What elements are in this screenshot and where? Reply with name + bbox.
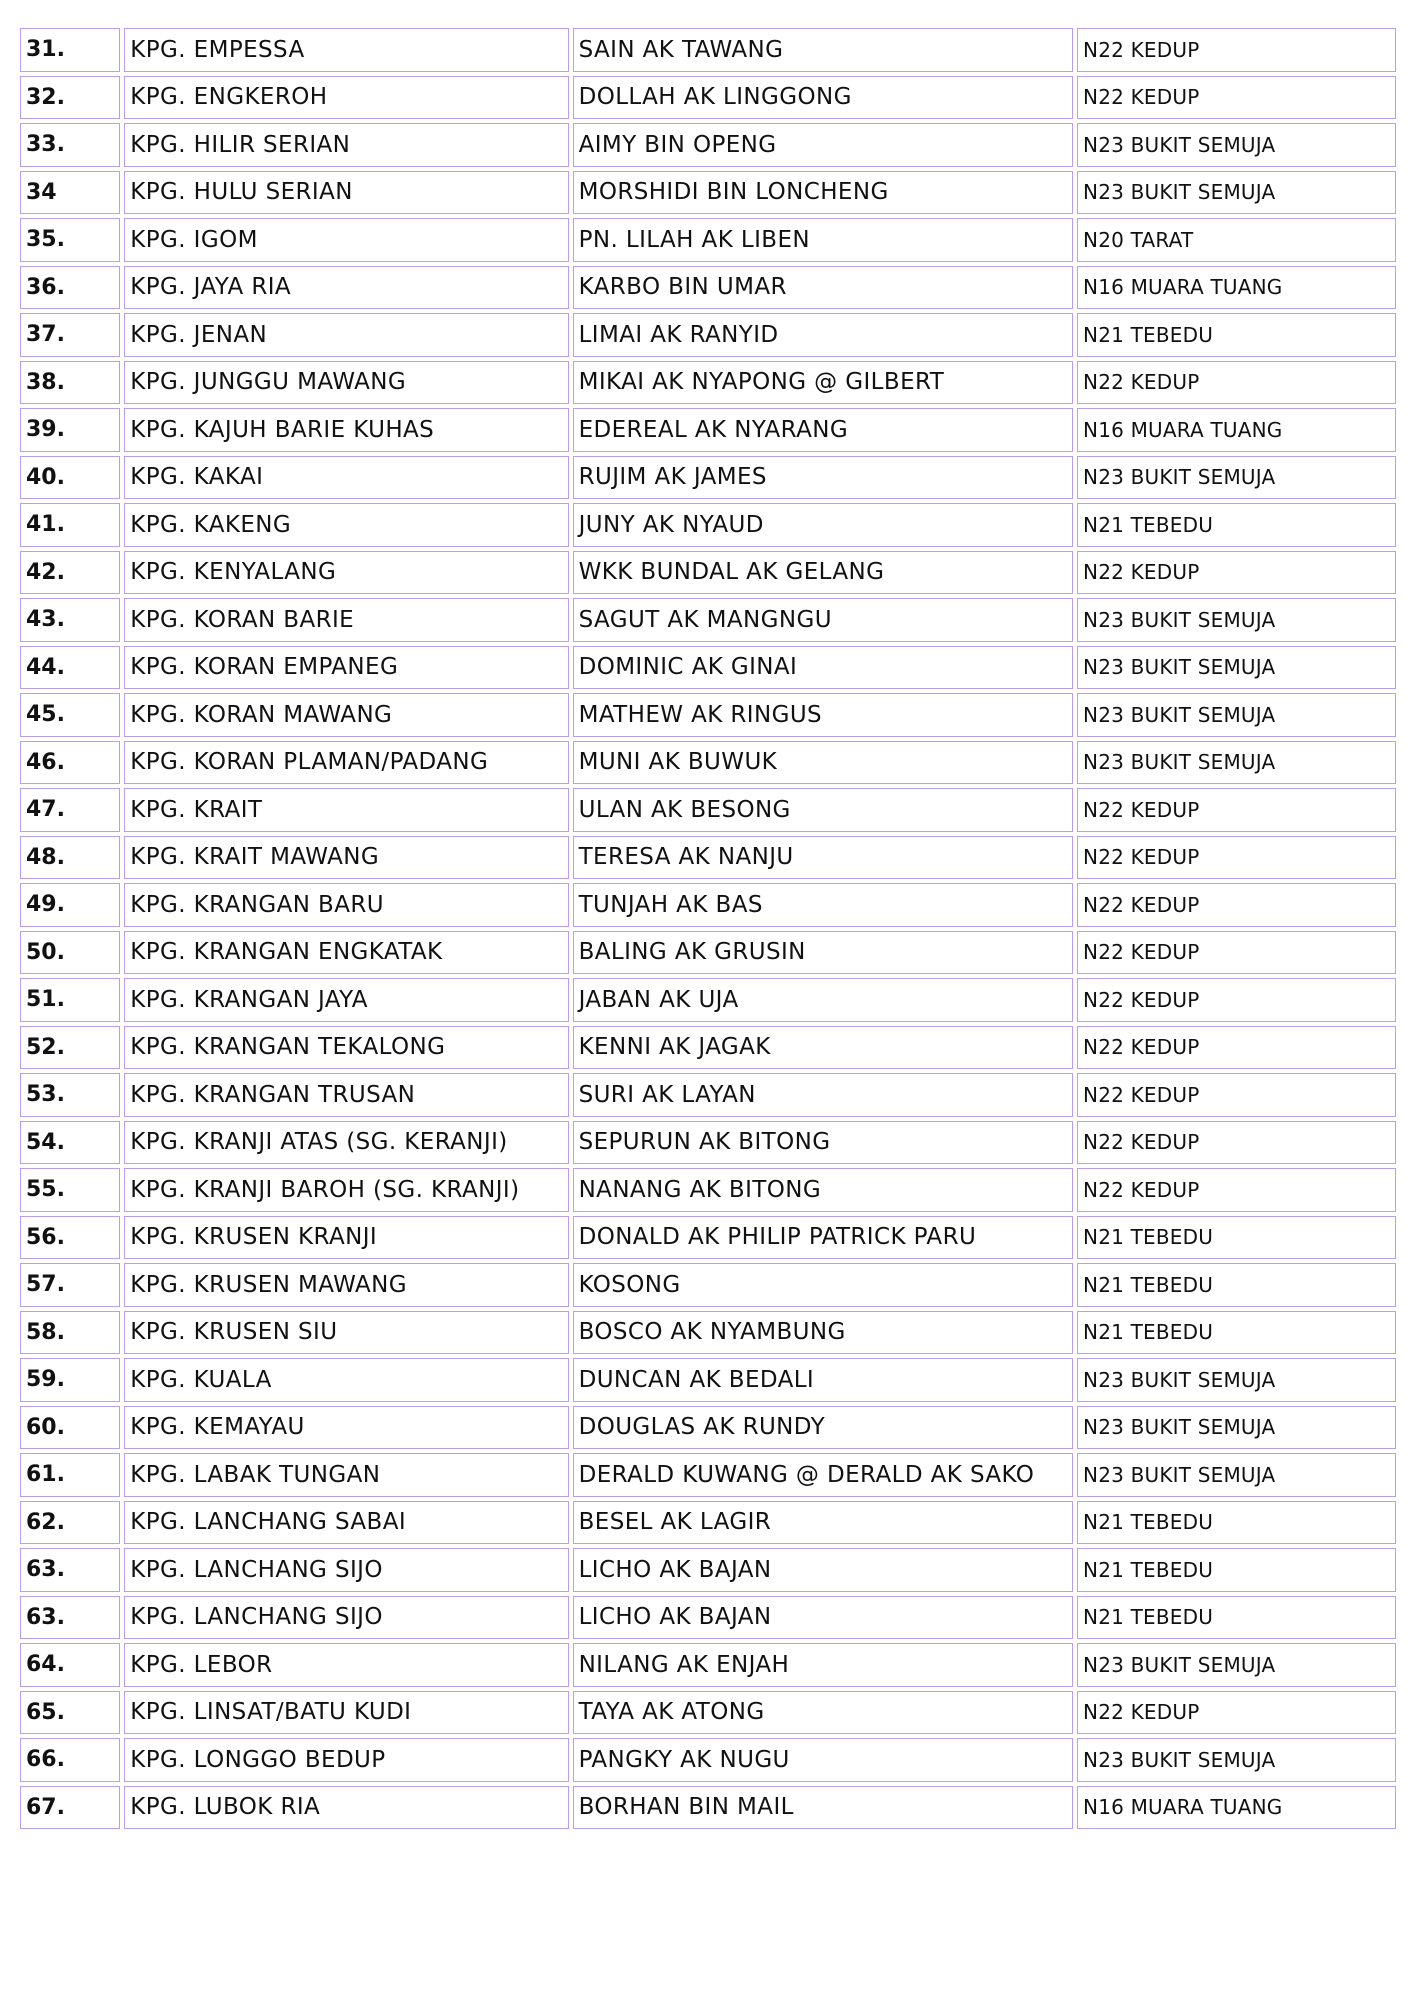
headman-name: WKK BUNDAL AK GELANG <box>573 551 1073 595</box>
row-number: 60. <box>20 1406 120 1450</box>
headman-name: PN. LILAH AK LIBEN <box>573 218 1073 262</box>
table-row <box>20 503 1396 547</box>
village-name: KPG. JENAN <box>124 313 568 357</box>
headman-name: DERALD KUWANG @ DERALD AK SAKO <box>573 1453 1073 1497</box>
row-number: 54. <box>20 1121 120 1165</box>
constituency: N23 BUKIT SEMUJA <box>1077 741 1396 785</box>
constituency: N22 KEDUP <box>1077 1026 1396 1070</box>
headman-name: BESEL AK LAGIR <box>573 1501 1073 1545</box>
headman-name: EDEREAL AK NYARANG <box>573 408 1073 452</box>
table-row <box>20 123 1396 167</box>
row-number: 61. <box>20 1453 120 1497</box>
headman-name: DOLLAH AK LINGGONG <box>573 76 1073 120</box>
row-number: 58. <box>20 1311 120 1355</box>
village-table-body <box>20 28 1396 1829</box>
headman-name: BALING AK GRUSIN <box>573 931 1073 975</box>
constituency: N21 TEBEDU <box>1077 1596 1396 1640</box>
table-row <box>20 1216 1396 1260</box>
constituency: N22 KEDUP <box>1077 361 1396 405</box>
row-number: 65. <box>20 1691 120 1735</box>
village-name: KPG. KRANJI ATAS (SG. KERANJI) <box>124 1121 568 1165</box>
table-row <box>20 1073 1396 1117</box>
headman-name: MIKAI AK NYAPONG @ GILBERT <box>573 361 1073 405</box>
constituency: N22 KEDUP <box>1077 76 1396 120</box>
constituency: N22 KEDUP <box>1077 1073 1396 1117</box>
village-name: KPG. KRUSEN MAWANG <box>124 1263 568 1307</box>
constituency: N22 KEDUP <box>1077 551 1396 595</box>
village-name: KPG. LEBOR <box>124 1643 568 1687</box>
table-row <box>20 1501 1396 1545</box>
headman-name: PANGKY AK NUGU <box>573 1738 1073 1782</box>
village-name: KPG. KRANGAN ENGKATAK <box>124 931 568 975</box>
row-number: 56. <box>20 1216 120 1260</box>
constituency: N22 KEDUP <box>1077 836 1396 880</box>
constituency: N23 BUKIT SEMUJA <box>1077 456 1396 500</box>
village-name: KPG. HILIR SERIAN <box>124 123 568 167</box>
table-row <box>20 1026 1396 1070</box>
table-row <box>20 693 1396 737</box>
table-row <box>20 836 1396 880</box>
table-row <box>20 741 1396 785</box>
constituency: N23 BUKIT SEMUJA <box>1077 646 1396 690</box>
village-name: KPG. LANCHANG SIJO <box>124 1596 568 1640</box>
headman-name: TUNJAH AK BAS <box>573 883 1073 927</box>
constituency: N22 KEDUP <box>1077 1121 1396 1165</box>
village-name: KPG. KORAN MAWANG <box>124 693 568 737</box>
table-row <box>20 266 1396 310</box>
village-table <box>16 24 1400 1833</box>
headman-name: TAYA AK ATONG <box>573 1691 1073 1735</box>
village-name: KPG. KRANGAN BARU <box>124 883 568 927</box>
headman-name: KARBO BIN UMAR <box>573 266 1073 310</box>
constituency: N21 TEBEDU <box>1077 1501 1396 1545</box>
headman-name: TERESA AK NANJU <box>573 836 1073 880</box>
village-name: KPG. KORAN PLAMAN/PADANG <box>124 741 568 785</box>
row-number: 47. <box>20 788 120 832</box>
row-number: 46. <box>20 741 120 785</box>
table-row <box>20 1406 1396 1450</box>
table-row <box>20 1738 1396 1782</box>
row-number: 57. <box>20 1263 120 1307</box>
row-number: 38. <box>20 361 120 405</box>
table-row <box>20 551 1396 595</box>
table-row <box>20 1548 1396 1592</box>
table-row <box>20 1121 1396 1165</box>
row-number: 45. <box>20 693 120 737</box>
row-number: 52. <box>20 1026 120 1070</box>
village-name: KPG. LUBOK RIA <box>124 1786 568 1830</box>
row-number: 43. <box>20 598 120 642</box>
constituency: N23 BUKIT SEMUJA <box>1077 693 1396 737</box>
table-row <box>20 1311 1396 1355</box>
village-name: KPG. KORAN EMPANEG <box>124 646 568 690</box>
village-name: KPG. ENGKEROH <box>124 76 568 120</box>
village-name: KPG. LANCHANG SABAI <box>124 1501 568 1545</box>
headman-name: BORHAN BIN MAIL <box>573 1786 1073 1830</box>
constituency: N16 MUARA TUANG <box>1077 1786 1396 1830</box>
headman-name: MATHEW AK RINGUS <box>573 693 1073 737</box>
row-number: 42. <box>20 551 120 595</box>
constituency: N23 BUKIT SEMUJA <box>1077 1358 1396 1402</box>
constituency: N23 BUKIT SEMUJA <box>1077 598 1396 642</box>
constituency: N22 KEDUP <box>1077 788 1396 832</box>
village-name: KPG. KRAIT MAWANG <box>124 836 568 880</box>
village-name: KPG. KENYALANG <box>124 551 568 595</box>
village-name: KPG. HULU SERIAN <box>124 171 568 215</box>
headman-name: SEPURUN AK BITONG <box>573 1121 1073 1165</box>
village-name: KPG. LONGGO BEDUP <box>124 1738 568 1782</box>
table-row <box>20 218 1396 262</box>
row-number: 40. <box>20 456 120 500</box>
constituency: N16 MUARA TUANG <box>1077 266 1396 310</box>
table-row <box>20 1691 1396 1735</box>
headman-name: ULAN AK BESONG <box>573 788 1073 832</box>
constituency: N20 TARAT <box>1077 218 1396 262</box>
constituency: N21 TEBEDU <box>1077 1311 1396 1355</box>
row-number: 51. <box>20 978 120 1022</box>
row-number: 31. <box>20 28 120 72</box>
village-name: KPG. KRANGAN JAYA <box>124 978 568 1022</box>
row-number: 53. <box>20 1073 120 1117</box>
village-name: KPG. KAKAI <box>124 456 568 500</box>
table-row <box>20 1168 1396 1212</box>
village-name: KPG. KAJUH BARIE KUHAS <box>124 408 568 452</box>
row-number: 50. <box>20 931 120 975</box>
headman-name: RUJIM AK JAMES <box>573 456 1073 500</box>
headman-name: LIMAI AK RANYID <box>573 313 1073 357</box>
row-number: 66. <box>20 1738 120 1782</box>
constituency: N22 KEDUP <box>1077 931 1396 975</box>
constituency: N21 TEBEDU <box>1077 1216 1396 1260</box>
headman-name: DOMINIC AK GINAI <box>573 646 1073 690</box>
table-row <box>20 1596 1396 1640</box>
headman-name: LICHO AK BAJAN <box>573 1596 1073 1640</box>
table-row <box>20 408 1396 452</box>
row-number: 49. <box>20 883 120 927</box>
row-number: 35. <box>20 218 120 262</box>
table-row <box>20 171 1396 215</box>
headman-name: DONALD AK PHILIP PATRICK PARU <box>573 1216 1073 1260</box>
village-name: KPG. KRAIT <box>124 788 568 832</box>
table-row <box>20 646 1396 690</box>
headman-name: MORSHIDI BIN LONCHENG <box>573 171 1073 215</box>
constituency: N23 BUKIT SEMUJA <box>1077 1738 1396 1782</box>
constituency: N21 TEBEDU <box>1077 503 1396 547</box>
constituency: N21 TEBEDU <box>1077 313 1396 357</box>
table-row <box>20 1358 1396 1402</box>
village-name: KPG. JUNGGU MAWANG <box>124 361 568 405</box>
headman-name: BOSCO AK NYAMBUNG <box>573 1311 1073 1355</box>
row-number: 33. <box>20 123 120 167</box>
constituency: N22 KEDUP <box>1077 978 1396 1022</box>
table-row <box>20 1453 1396 1497</box>
village-name: KPG. KRANGAN TRUSAN <box>124 1073 568 1117</box>
headman-name: JUNY AK NYAUD <box>573 503 1073 547</box>
row-number: 55. <box>20 1168 120 1212</box>
table-row <box>20 361 1396 405</box>
row-number: 67. <box>20 1786 120 1830</box>
constituency: N21 TEBEDU <box>1077 1548 1396 1592</box>
village-name: KPG. KRUSEN KRANJI <box>124 1216 568 1260</box>
row-number: 41. <box>20 503 120 547</box>
village-name: KPG. KRANJI BAROH (SG. KRANJI) <box>124 1168 568 1212</box>
headman-name: JABAN AK UJA <box>573 978 1073 1022</box>
table-row <box>20 1786 1396 1830</box>
constituency: N22 KEDUP <box>1077 883 1396 927</box>
headman-name: KENNI AK JAGAK <box>573 1026 1073 1070</box>
table-row <box>20 313 1396 357</box>
constituency: N23 BUKIT SEMUJA <box>1077 1643 1396 1687</box>
row-number: 63. <box>20 1548 120 1592</box>
constituency: N21 TEBEDU <box>1077 1263 1396 1307</box>
headman-name: NANANG AK BITONG <box>573 1168 1073 1212</box>
constituency: N23 BUKIT SEMUJA <box>1077 1406 1396 1450</box>
headman-name: SURI AK LAYAN <box>573 1073 1073 1117</box>
headman-name: KOSONG <box>573 1263 1073 1307</box>
village-name: KPG. KEMAYAU <box>124 1406 568 1450</box>
headman-name: AIMY BIN OPENG <box>573 123 1073 167</box>
row-number: 34 <box>20 171 120 215</box>
row-number: 44. <box>20 646 120 690</box>
village-name: KPG. IGOM <box>124 218 568 262</box>
table-row <box>20 1263 1396 1307</box>
table-row <box>20 788 1396 832</box>
table-row <box>20 1643 1396 1687</box>
row-number: 63. <box>20 1596 120 1640</box>
row-number: 39. <box>20 408 120 452</box>
table-row <box>20 931 1396 975</box>
headman-name: DUNCAN AK BEDALI <box>573 1358 1073 1402</box>
village-name: KPG. KAKENG <box>124 503 568 547</box>
row-number: 48. <box>20 836 120 880</box>
table-row <box>20 598 1396 642</box>
table-row <box>20 76 1396 120</box>
constituency: N22 KEDUP <box>1077 1691 1396 1735</box>
constituency: N22 KEDUP <box>1077 1168 1396 1212</box>
village-name: KPG. KRANGAN TEKALONG <box>124 1026 568 1070</box>
village-name: KPG. LINSAT/BATU KUDI <box>124 1691 568 1735</box>
headman-name: SAGUT AK MANGNGU <box>573 598 1073 642</box>
row-number: 59. <box>20 1358 120 1402</box>
village-name: KPG. JAYA RIA <box>124 266 568 310</box>
constituency: N16 MUARA TUANG <box>1077 408 1396 452</box>
table-row <box>20 456 1396 500</box>
headman-name: LICHO AK BAJAN <box>573 1548 1073 1592</box>
village-name: KPG. KORAN BARIE <box>124 598 568 642</box>
table-row <box>20 883 1396 927</box>
row-number: 36. <box>20 266 120 310</box>
constituency: N23 BUKIT SEMUJA <box>1077 171 1396 215</box>
constituency: N22 KEDUP <box>1077 28 1396 72</box>
row-number: 37. <box>20 313 120 357</box>
village-name: KPG. KUALA <box>124 1358 568 1402</box>
village-name: KPG. KRUSEN SIU <box>124 1311 568 1355</box>
headman-name: DOUGLAS AK RUNDY <box>573 1406 1073 1450</box>
table-row <box>20 28 1396 72</box>
row-number: 32. <box>20 76 120 120</box>
village-name: KPG. LANCHANG SIJO <box>124 1548 568 1592</box>
row-number: 64. <box>20 1643 120 1687</box>
table-row <box>20 978 1396 1022</box>
village-name: KPG. LABAK TUNGAN <box>124 1453 568 1497</box>
row-number: 62. <box>20 1501 120 1545</box>
constituency: N23 BUKIT SEMUJA <box>1077 1453 1396 1497</box>
headman-name: NILANG AK ENJAH <box>573 1643 1073 1687</box>
village-name: KPG. EMPESSA <box>124 28 568 72</box>
constituency: N23 BUKIT SEMUJA <box>1077 123 1396 167</box>
headman-name: MUNI AK BUWUK <box>573 741 1073 785</box>
headman-name: SAIN AK TAWANG <box>573 28 1073 72</box>
